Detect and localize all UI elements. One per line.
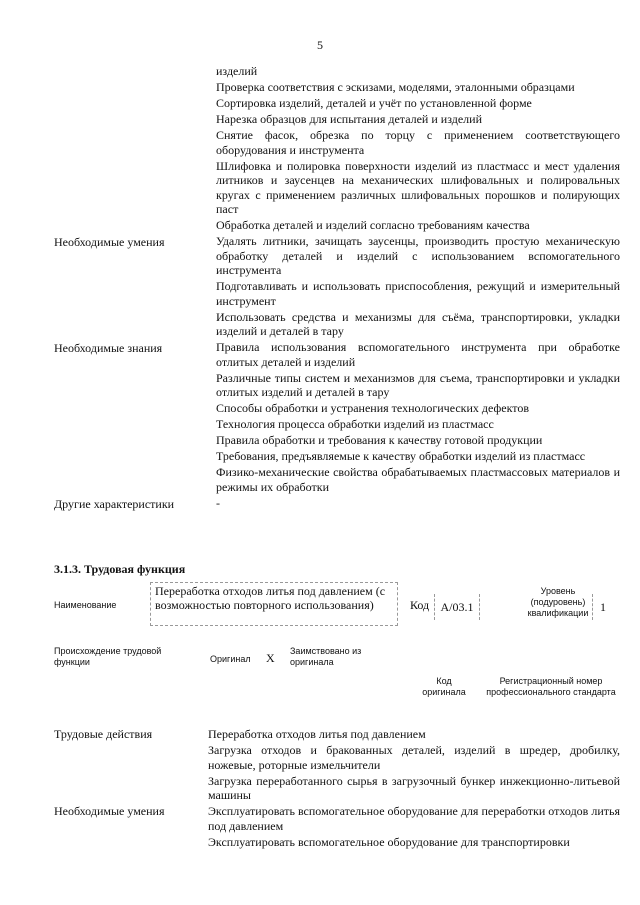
requirement-item: Требования, предъявляемые к качеству обработки изделий из пластмасс bbox=[216, 449, 586, 463]
requirements-items bbox=[216, 340, 620, 496]
function-header bbox=[54, 582, 620, 630]
requirements-items bbox=[216, 234, 620, 340]
requirements-items bbox=[216, 496, 620, 512]
origin-code-label: Код оригинала bbox=[422, 676, 466, 697]
activity-item: Эксплуатировать вспомогательное оборудование для транспортировки bbox=[208, 834, 570, 849]
section-heading: 3.1.3. Трудовая функция bbox=[54, 562, 186, 576]
function-level-value: 1 bbox=[592, 594, 613, 620]
activity-item: Эксплуатировать вспомогательное оборудование для переработки отходов литья под давлением bbox=[208, 804, 620, 833]
requirement-item: Сортировка изделий, деталей и учёт по установленной форме bbox=[216, 96, 532, 110]
origin-borrowed-label: Заимствовано из оригинала bbox=[290, 646, 362, 667]
function-origin bbox=[54, 646, 620, 716]
origin-original-label: Оригинал bbox=[210, 654, 251, 664]
requirement-item: Снятие фасок, обрезка по торцу с применением соответствующего оборудования и инструмента bbox=[216, 128, 620, 157]
requirement-item: Проверка соответствия с эскизами, моделями, эталонными образцами bbox=[216, 80, 575, 94]
requirement-item: Правила использования вспомогательного инструмента при обработке отлитых деталей и изделий bbox=[216, 340, 620, 369]
activities-label: Трудовые действия bbox=[54, 727, 153, 741]
requirements-label: Необходимые умения bbox=[54, 235, 165, 249]
requirement-item: Подготавливать и использовать приспособления, режущий и измерительный инструмент bbox=[216, 279, 620, 308]
requirement-item: изделий bbox=[216, 64, 258, 78]
activity-item: Загрузка отходов и бракованных деталей, изделий в шредер, дробилку, ножевые, роторные измельчители bbox=[208, 743, 620, 772]
requirements-row-actions bbox=[54, 64, 620, 234]
requirement-item: Удалять литники, зачищать заусенцы, производить простую механическую обработку деталей и изделий с использованием вспомогательного инструмента bbox=[216, 234, 620, 277]
activities-row-actions bbox=[54, 727, 620, 804]
function-name-label: Наименование bbox=[54, 600, 117, 610]
requirements-label: Необходимые знания bbox=[54, 341, 163, 355]
requirements-items bbox=[216, 64, 620, 234]
requirement-item: Нарезка образцов для испытания деталей и изделий bbox=[216, 112, 482, 126]
activities-label: Необходимые умения bbox=[54, 804, 165, 818]
requirements-label bbox=[54, 64, 216, 234]
activities-items bbox=[208, 804, 620, 851]
function-name-value: Переработка отходов литья под давлением (с возможностью повторного использования) bbox=[150, 582, 398, 626]
function-code-label: Код bbox=[410, 598, 430, 612]
requirement-item: Шлифовка и полировка поверхности изделий из пластмасс и мест удаления литников и заусенцев на механических шлифовальных и полировальных кругах с применением различных шлифовальных порошков и полирующих паст bbox=[216, 158, 620, 216]
function-code-value: A/03.1 bbox=[434, 594, 480, 620]
activity-item: Загрузка переработанного сырья в загрузочный бункер инжекционно-литьевой машины bbox=[208, 773, 620, 802]
requirements-label: Другие характеристики bbox=[54, 496, 175, 511]
page-number: 5 bbox=[317, 38, 323, 52]
origin-label: Происхождение трудовой функции bbox=[54, 646, 162, 667]
requirement-item: Физико-механические свойства обрабатываемых пластмассовых материалов и режимы их обработки bbox=[216, 465, 620, 494]
requirement-item: Технология процесса обработки изделий из пластмасс bbox=[216, 417, 494, 431]
activities-row-skills bbox=[54, 804, 620, 851]
requirement-item: Использовать средства и механизмы для съёма, транспортировки, укладки изделий и деталей в тару bbox=[216, 309, 620, 338]
origin-reg-number-label: Регистрационный номер профессионального стандарта bbox=[486, 676, 616, 697]
requirement-item: Различные типы систем и механизмов для съема, транспортировки и укладки отлитых изделий и деталей в тару bbox=[216, 370, 620, 399]
activity-item: Переработка отходов литья под давлением bbox=[208, 727, 426, 741]
requirements-row-skills bbox=[54, 234, 620, 340]
requirements-row-other bbox=[54, 496, 620, 512]
requirement-item: Способы обработки и устранения технологических дефектов bbox=[216, 401, 530, 415]
requirements-row-knowledge bbox=[54, 340, 620, 496]
requirement-item: Правила обработки и требования к качеству готовой продукции bbox=[216, 433, 543, 447]
activities-items bbox=[208, 727, 620, 804]
activities-table bbox=[54, 727, 620, 851]
origin-original-mark: X bbox=[266, 651, 275, 665]
requirement-item: - bbox=[216, 495, 220, 510]
requirement-item: Обработка деталей и изделий согласно требованиям качества bbox=[216, 218, 530, 232]
function-level-label: Уровень (подуровень) квалификации bbox=[527, 586, 589, 618]
requirements-table bbox=[54, 64, 620, 512]
